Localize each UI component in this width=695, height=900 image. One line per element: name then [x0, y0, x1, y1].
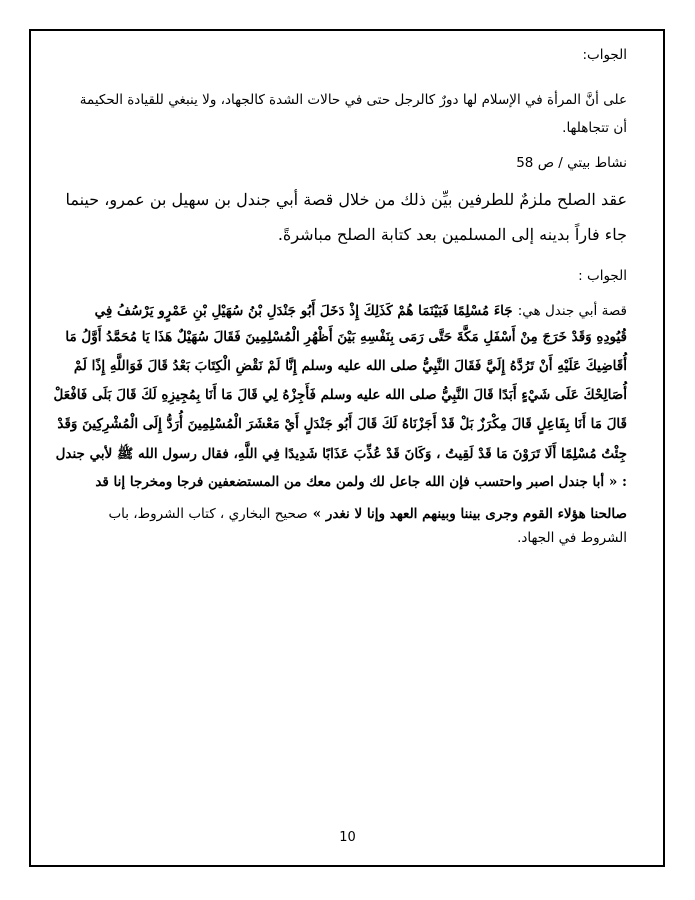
hadith-line-3: أُقَاضِيكَ عَلَيْهِ أَنْ تَرُدَّهُ إِلَيَّ فَقَالَ النَّبِيُّ صلى الله عليه وسلم إِنَّا لَمْ نَقْضِ الْكِتَابَ بَعْدُ قَالَ فَوَاللَّهِ إِذًا لَمْ: [73, 358, 627, 374]
hadith-line-2: قُيُودِهِ وَقَدْ خَرَجَ مِنْ أَسْفَلِ مَكَّةَ حَتَّى رَمَى بِنَفْسِهِ بَيْنَ أَظْهُرِ الْمُسْلِمِينَ فَقَالَ سُهَيْلٌ هَذَا يَا مُحَمَّدُ أَوَّلُ مَا: [65, 329, 627, 345]
answer-label-1: الجواب:: [582, 47, 627, 63]
page-number: 10: [339, 830, 356, 845]
hadith-source-line-2: الشروط في الجهاد.: [517, 530, 627, 546]
hadith-quote-end: صالحنا هؤلاء القوم وجرى بيننا وبينهم العهد وإنا لا نغدر »: [312, 506, 627, 522]
hadith-line-6: جِئْتُ مُسْلِمًا أَلَا تَرَوْنَ مَا قَدْ لَقِيتُ ، وَكَانَ قَدْ عُذِّبَ عَذَابًا شَدِيدًا فِي اللَّهِ، فقال رسول الله ﷺ لأبي جندل: [55, 446, 627, 462]
hadith-line-5: قَالَ مَا أَنَا بِفَاعِلٍ قَالَ مِكْرَزٌ بَلْ قَدْ أَجَزْنَاهُ لَكَ قَالَ أَبُو جَنْدَلٍ أَيْ مَعْشَرَ الْمُسْلِمِينَ أُرَدُّ إِلَى الْمُشْرِكِينَ وَقَدْ: [57, 416, 627, 432]
answer-text-line-1: على أنَّ المرأة في الإسلام لها دورٌ كالرجل حتى في حالات الشدة كالجهاد، ولا ينبغي للقيادة الحكيمة: [79, 92, 627, 108]
question-line-1: عقد الصلح ملزمٌ للطرفين بيِّن ذلك من خلال قصة أبي جندل بن سهيل بن عمرو، حينما: [65, 190, 627, 209]
hadith-line-4: أُصَالِحْكَ عَلَى شَيْءٍ أَبَدًا قَالَ النَّبِيُّ صلى الله عليه وسلم فَأَجِزْهُ لِي قَالَ مَا أَنَا بِمُجِيزِهِ لَكَ قَالَ بَلَى فَافْعَلْ: [53, 387, 627, 403]
answer-text-line-2: أن تتجاهلها.: [562, 120, 627, 136]
answer-label-2: الجواب :: [578, 268, 627, 284]
question-line-2: جاء فاراً بدينه إلى المسلمين بعد كتابة الصلح مباشرةً.: [277, 225, 627, 244]
hadith-text: جَاءَ مُسْلِمًا فَبَيْنَمَا هُمْ كَذَلِكَ إِذْ دَخَلَ أَبُو جَنْدَلِ بْنُ سُهَيْلِ بْنِ عَمْرٍو يَرْسُفُ فِي: [94, 303, 513, 319]
hadith-source: صحيح البخاري ، كتاب الشروط، باب: [108, 506, 308, 522]
activity-heading: نشاط بيتي / ص 58: [516, 155, 627, 171]
story-intro: قصة أبي جندل هي:: [517, 303, 627, 319]
hadith-line-1: [60, 300, 627, 319]
hadith-line-7: : « أبا جندل اصبر واحتسب فإن الله جاعل لك ولمن معك من المستضعفين فرجا ومخرجا إنا قد: [95, 474, 627, 490]
hadith-line-8: [60, 503, 627, 522]
